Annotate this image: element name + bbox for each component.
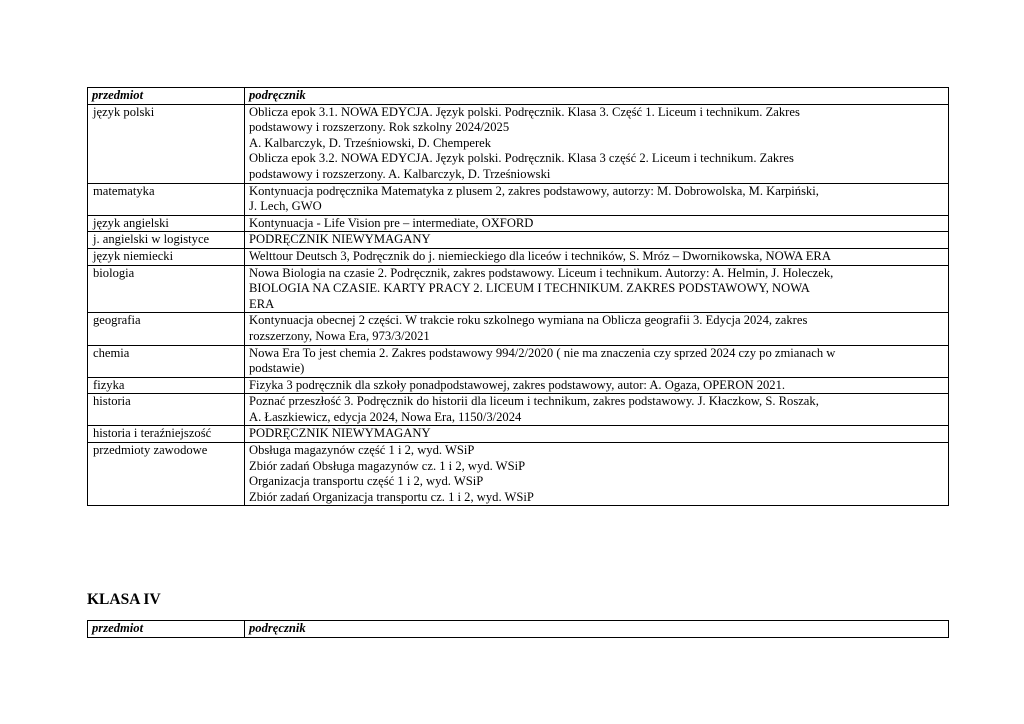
- textbook-line: podstawowy i rozszerzony. A. Kalbarczyk, D. Trześniowski: [249, 166, 551, 181]
- table-row: [88, 232, 949, 249]
- textbook-line: Nowa Era To jest chemia 2. Zakres podstawowy 994/2/2020 ( nie ma znaczenia czy sprzed 2024 czy po zmianach w: [249, 345, 836, 360]
- table-row: [88, 345, 949, 377]
- textbook-cell: [245, 265, 949, 313]
- textbook-cell: [245, 377, 949, 394]
- table-row: [88, 313, 949, 345]
- textbook-line: Obsługa magazynów część 1 i 2, wyd. WSiP: [249, 443, 475, 458]
- table-row: [88, 443, 949, 506]
- textbook-cell: [245, 215, 949, 232]
- textbook-line: podstawie): [249, 361, 305, 376]
- textbook-line: PODRĘCZNIK NIEWYMAGANY: [249, 426, 431, 441]
- table-header-row: [88, 621, 949, 638]
- table-row: [88, 377, 949, 394]
- textbook-line: Zbiór zadań Organizacja transportu cz. 1 i 2, wyd. WSiP: [249, 489, 534, 504]
- textbook-cell: [245, 443, 949, 506]
- subject-cell: chemia: [88, 345, 245, 377]
- subject-cell: język angielski: [88, 215, 245, 232]
- subject-cell: język polski: [88, 104, 245, 183]
- table-body: [88, 104, 949, 506]
- textbook-line: A. Łaszkiewicz, edycja 2024, Nowa Era, 1150/3/2024: [249, 409, 522, 424]
- textbook-cell: [245, 248, 949, 265]
- textbook-line: Fizyka 3 podręcznik dla szkoły ponadpodstawowej, zakres podstawowy, autor: A. Ogaza, OPERON 2021.: [249, 377, 786, 392]
- textbook-cell: [245, 313, 949, 345]
- textbook-line: ERA: [249, 296, 275, 311]
- textbook-cell: [245, 232, 949, 249]
- textbook-line: Organizacja transportu część 1 i 2, wyd. WSiP: [249, 474, 484, 489]
- subject-cell: język niemiecki: [88, 248, 245, 265]
- textbook-line: Nowa Biologia na czasie 2. Podręcznik, zakres podstawowy. Liceum i technikum. Autorzy: A. Helmin, J. Holeczek,: [249, 265, 834, 280]
- subject-cell: matematyka: [88, 183, 245, 215]
- subject-cell: przedmioty zawodowe: [88, 443, 245, 506]
- textbook-line: Kontynuacja obecnej 2 części. W trakcie roku szkolnego wymiana na Oblicza geografii 3. Edycja 2024, zakres: [249, 313, 808, 328]
- textbook-cell: [245, 426, 949, 443]
- textbook-line: Kontynuacja podręcznika Matematyka z plusem 2, zakres podstawowy, autorzy: M. Dobrowolska, M. Karpiński,: [249, 183, 819, 198]
- textbook-line: J. Lech, GWO: [249, 199, 322, 214]
- textbook-line: podstawowy i rozszerzony. Rok szkolny 2024/2025: [249, 120, 510, 135]
- textbook-line: Welttour Deutsch 3, Podręcznik do j. niemieckiego dla liceów i techników, S. Mróz – Dwornikowska, NOWA ERA: [249, 248, 831, 263]
- subject-cell: historia: [88, 394, 245, 426]
- subject-cell: historia i teraźniejszość: [88, 426, 245, 443]
- textbook-cell: [245, 345, 949, 377]
- header-subject: przedmiot: [88, 621, 245, 638]
- table-row: [88, 215, 949, 232]
- textbook-cell: [245, 394, 949, 426]
- textbook-line: BIOLOGIA NA CZASIE. KARTY PRACY 2. LICEUM I TECHNIKUM. ZAKRES PODSTAWOWY, NOWA: [249, 281, 810, 296]
- textbook-table-klasa-iii: [87, 87, 949, 506]
- textbook-line: rozszerzony, Nowa Era, 973/3/2021: [249, 328, 430, 343]
- table-row: [88, 183, 949, 215]
- textbook-line: Poznać przeszłość 3. Podręcznik do historii dla liceum i technikum, zakres podstawowy. J. Kłaczkow, S. Roszak,: [249, 394, 819, 409]
- table-row: [88, 426, 949, 443]
- textbook-line: Oblicza epok 3.2. NOWA EDYCJA. Język polski. Podręcznik. Klasa 3 część 2. Liceum i technikum. Zakres: [249, 151, 794, 166]
- subject-cell: fizyka: [88, 377, 245, 394]
- textbook-cell: [245, 104, 949, 183]
- section-heading: KLASA IV: [87, 591, 161, 608]
- textbook-line: Kontynuacja - Life Vision pre – intermediate, OXFORD: [249, 215, 534, 230]
- table-row: [88, 104, 949, 183]
- header-textbook: podręcznik: [245, 621, 949, 638]
- table-row: [88, 394, 949, 426]
- subject-cell: biologia: [88, 265, 245, 313]
- textbook-cell: [245, 183, 949, 215]
- header-subject: przedmiot: [88, 88, 245, 105]
- header-textbook: podręcznik: [245, 88, 949, 105]
- textbook-line: A. Kalbarczyk, D. Trześniowski, D. Chemperek: [249, 135, 492, 150]
- textbook-table-klasa-iv: [87, 620, 949, 638]
- table-header-row: [88, 88, 949, 105]
- subject-cell: geografia: [88, 313, 245, 345]
- table-row: [88, 248, 949, 265]
- subject-cell: j. angielski w logistyce: [88, 232, 245, 249]
- textbook-line: PODRĘCZNIK NIEWYMAGANY: [249, 232, 431, 247]
- textbook-line: Zbiór zadań Obsługa magazynów cz. 1 i 2, wyd. WSiP: [249, 458, 526, 473]
- textbook-line: Oblicza epok 3.1. NOWA EDYCJA. Język polski. Podręcznik. Klasa 3. Część 1. Liceum i technikum. Zakres: [249, 104, 800, 119]
- table-row: [88, 265, 949, 313]
